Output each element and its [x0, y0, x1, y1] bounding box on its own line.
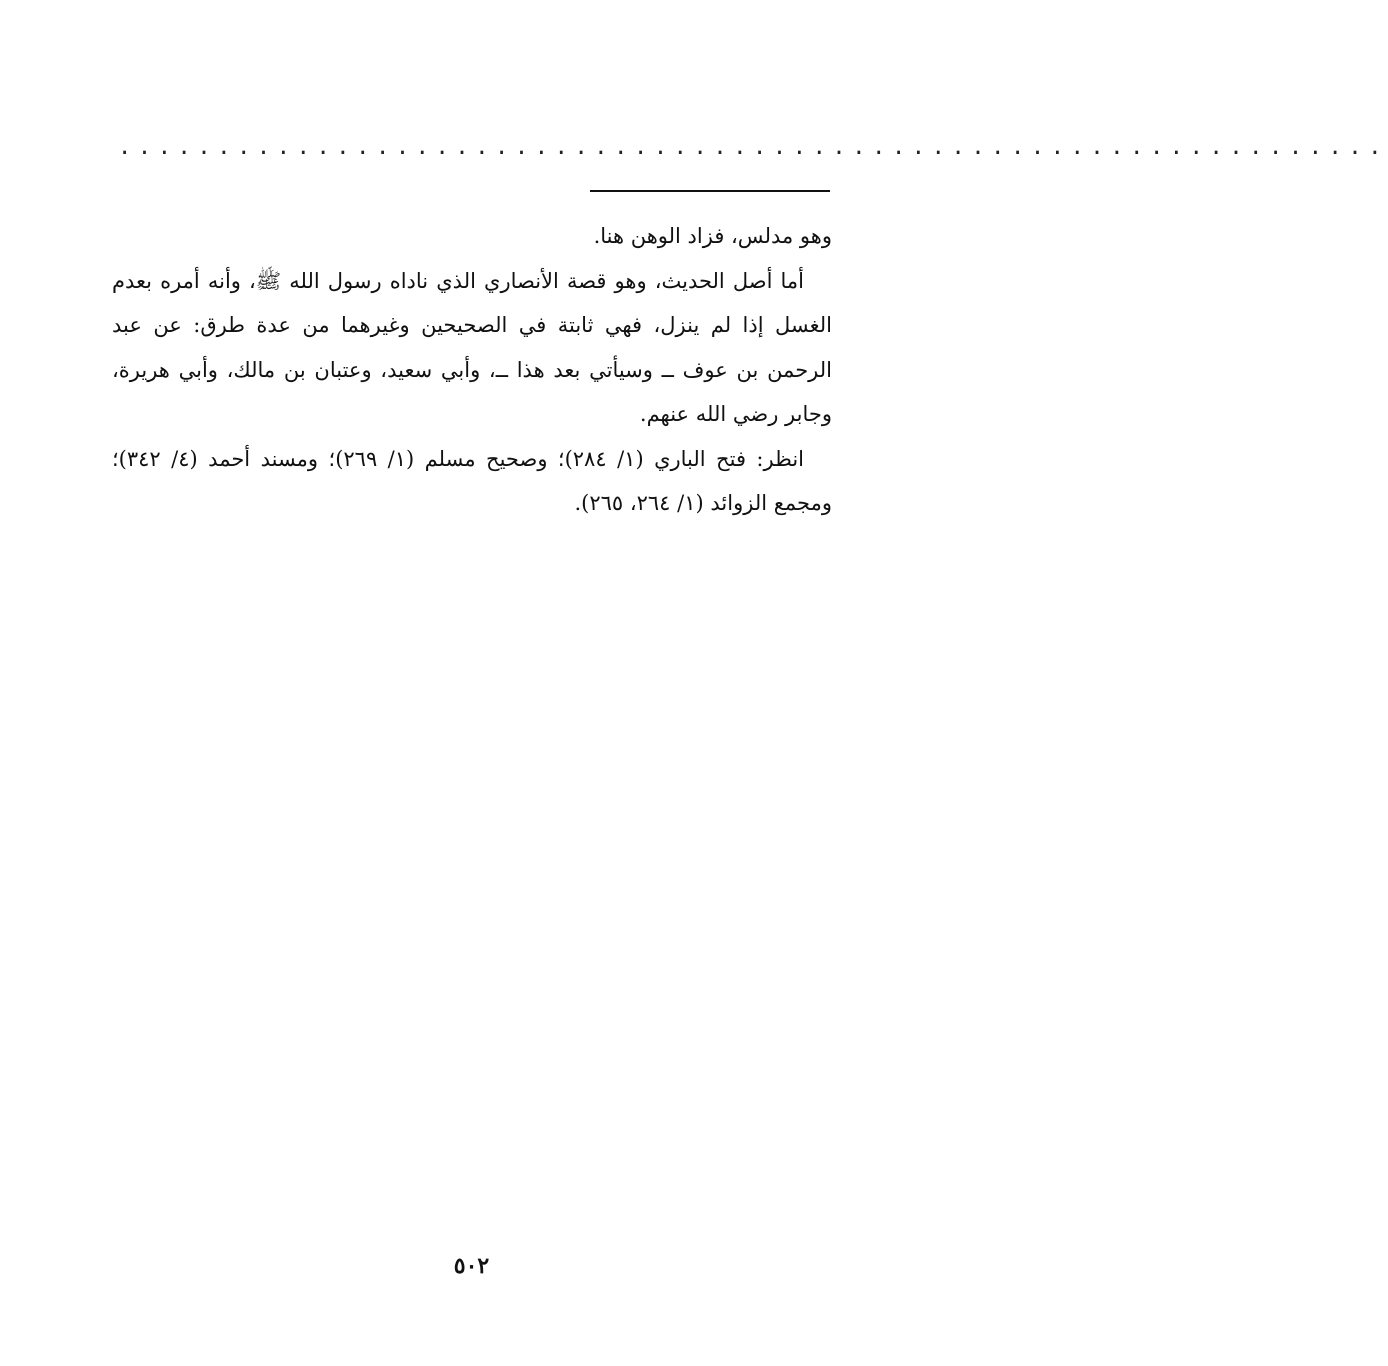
footnote-rule: [590, 190, 830, 192]
page-number: ٥٠٢: [453, 1253, 490, 1279]
footnote-paragraph-2: أما أصل الحديث، وهو قصة الأنصاري الذي ناداه رسول الله ﷺ، وأنه أمره بعدم الغسل إذا لم ينزل، فهي ثابتة في الصحيحين وغيرهما من عدة طرق: عن عبد الرحمن بن عوف ــ وسيأتي بعد هذا ــ، وأبي سعيد، وعتبان بن مالك، وأبي هريرة، وجابر رضي الله عنهم.: [112, 268, 832, 426]
footnote-paragraph-1: وهو مدلس، فزاد الوهن هنا.: [593, 224, 832, 248]
dotted-separator: ................................................................: [118, 135, 1388, 160]
footnote-block: [112, 214, 832, 526]
footnote-paragraph-3: انظر: فتح الباري (١/ ٢٨٤)؛ وصحيح مسلم (١/ ٢٦٩)؛ ومسند أحمد (٤/ ٣٤٢)؛ ومجمع الزوائد (١/ ٢٦٤، ٢٦٥).: [112, 446, 832, 515]
